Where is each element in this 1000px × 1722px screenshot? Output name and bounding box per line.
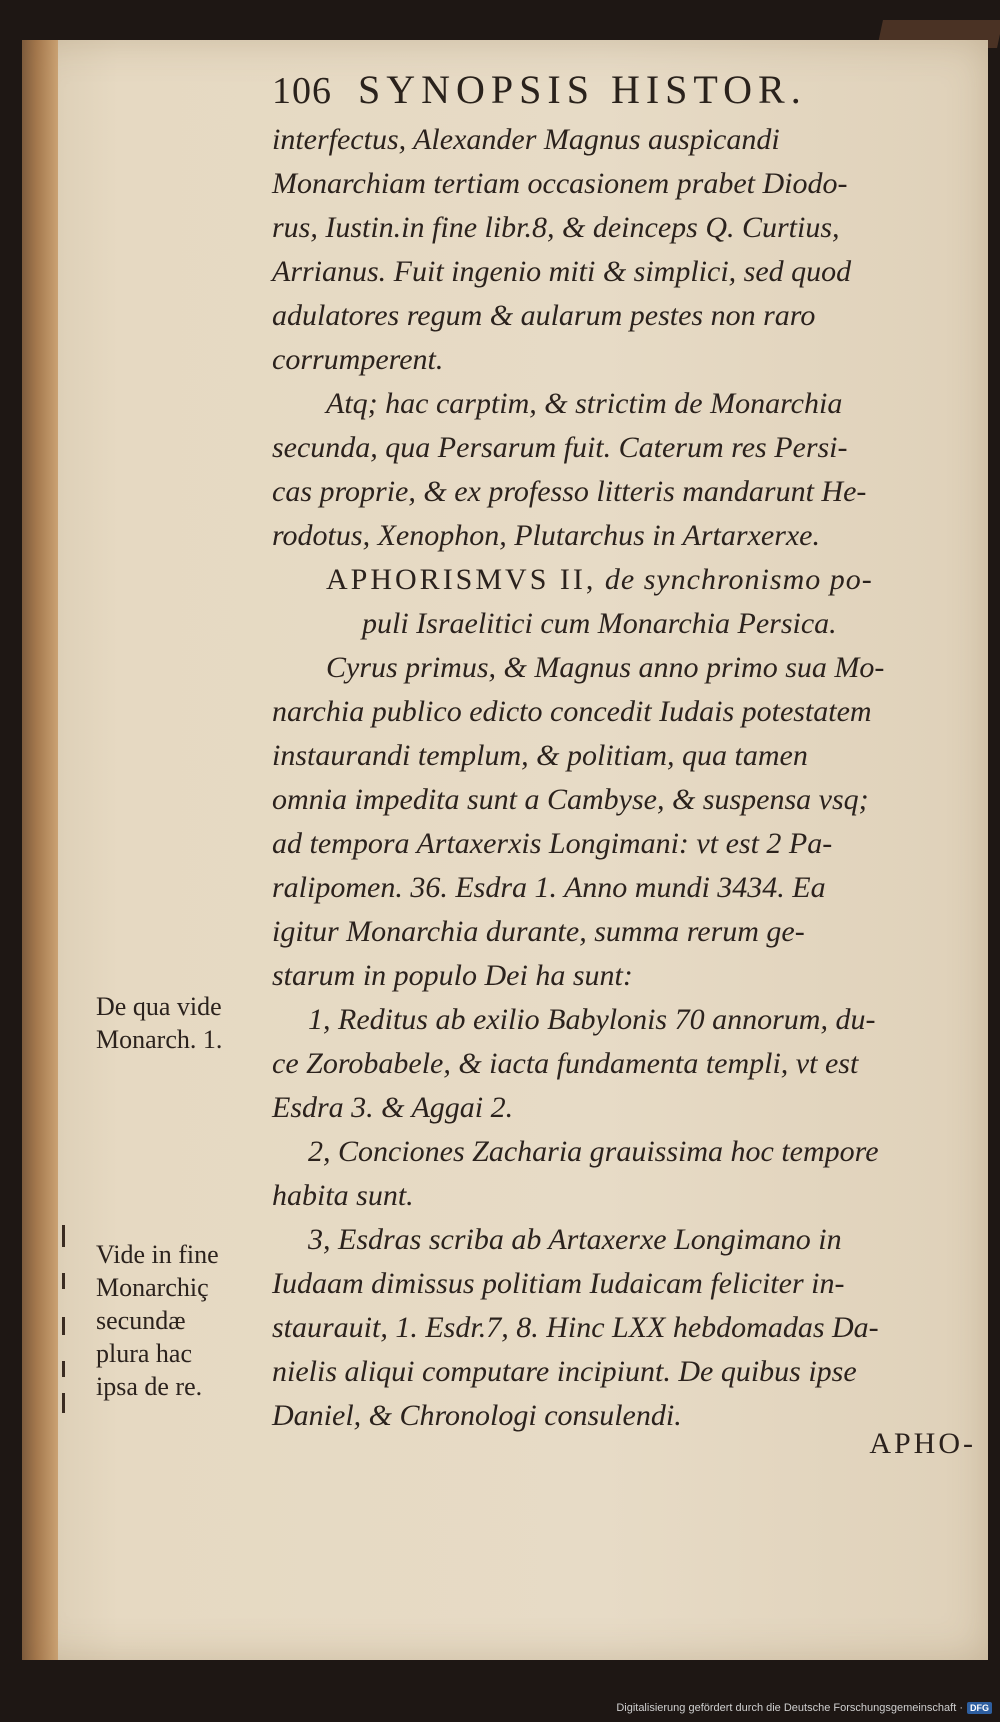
mark	[62, 1361, 65, 1377]
text-line: ad tempora Artaxerxis Longimani: vt est 2 Pa-	[272, 827, 833, 860]
body-text	[272, 118, 984, 1438]
text-line: cas proprie, & ex professo litteris mandarunt He-	[272, 475, 867, 508]
heading-label: APHORISMVS II,	[326, 563, 597, 596]
text-line: Esdra 3. & Aggai 2.	[272, 1091, 514, 1124]
text-line: narchia publico edicto concedit Iudais potestatem	[272, 695, 872, 728]
mark	[62, 1393, 65, 1413]
page-number: 106	[272, 70, 332, 112]
margin-note-line: Vide in fine	[96, 1240, 219, 1269]
text-line: instaurandi templum, & politiam, qua tamen	[272, 739, 808, 772]
text-line: rodotus, Xenophon, Plutarchus in Artarxerxe.	[272, 519, 820, 552]
text-line: Monarchiam tertiam occasionem prabet Diodo-	[272, 167, 848, 200]
margin-note-line: Monarch. 1.	[96, 1025, 223, 1054]
bleed-through-marks	[58, 1225, 78, 1415]
text-line: secunda, qua Persarum fuit. Caterum res Persi-	[272, 431, 848, 464]
margin-note-line: secundæ	[96, 1306, 186, 1335]
margin-note-line: De qua vide	[96, 992, 222, 1021]
footer-text: Digitalisierung gefördert durch die Deutsche Forschungsgemeinschaft ·	[616, 1702, 963, 1714]
text-line: habita sunt.	[272, 1179, 414, 1212]
page-binding-edge	[22, 40, 58, 1660]
text-line: Atq; hac carptim, & strictim de Monarchia	[326, 387, 843, 420]
text-line: rus, Iustin.in fine libr.8, & deinceps Q. Curtius,	[272, 211, 840, 244]
text-line: omnia impedita sunt a Cambyse, & suspensa vsq;	[272, 783, 869, 816]
digitization-footer	[616, 1702, 992, 1714]
text-line: Daniel, & Chronologi consulendi.	[272, 1399, 682, 1432]
dfg-logo-icon: DFG	[967, 1702, 992, 1714]
mark	[62, 1317, 65, 1335]
text-line: staurauit, 1. Esdr.7, 8. Hinc LXX hebdomadas Da-	[272, 1311, 879, 1344]
text-line: igitur Monarchia durante, summa rerum ge-	[272, 915, 805, 948]
text-line: 2, Conciones Zacharia grauissima hoc tempore	[308, 1135, 879, 1168]
text-line: 1, Reditus ab exilio Babylonis 70 annorum, du-	[308, 1003, 876, 1036]
text-line: nielis aliqui computare incipiunt. De quibus ipse	[272, 1355, 857, 1388]
page-header	[272, 66, 912, 120]
margin-note-line: plura hac	[96, 1339, 193, 1368]
text-line: adulatores regum & aularum pestes non raro	[272, 299, 816, 332]
text-line: corrumperent.	[272, 343, 444, 376]
text-line: ralipomen. 36. Esdra 1. Anno mundi 3434. Ea	[272, 871, 826, 904]
section-heading-continued: puli Israelitici cum Monarchia Persica.	[362, 607, 837, 640]
section-heading	[272, 558, 984, 602]
text-line: starum in populo Dei ha sunt:	[272, 959, 633, 992]
text-line: interfectus, Alexander Magnus auspicandi	[272, 123, 780, 156]
heading-topic: de synchronismo po-	[604, 563, 873, 596]
text-line: 3, Esdras scriba ab Artaxerxe Longimano in	[308, 1223, 842, 1256]
margin-note-line: ipsa de re.	[96, 1372, 203, 1401]
margin-note-line: Monarchiç	[96, 1273, 209, 1302]
catchword: APHO-	[869, 1427, 976, 1460]
text-line: Iudaam dimissus politiam Iudaicam feliciter in-	[272, 1267, 845, 1300]
margin-note	[96, 1238, 261, 1403]
text-line: Cyrus primus, & Magnus anno primo sua Mo-	[326, 651, 885, 684]
text-line: Arrianus. Fuit ingenio miti & simplici, sed quod	[272, 255, 852, 288]
mark	[62, 1225, 65, 1247]
mark	[62, 1273, 65, 1289]
text-line: ce Zorobabele, & iacta fundamenta templi, vt est	[272, 1047, 859, 1080]
running-title: SYNOPSIS HISTOR.	[358, 67, 807, 112]
margin-note	[96, 990, 261, 1056]
